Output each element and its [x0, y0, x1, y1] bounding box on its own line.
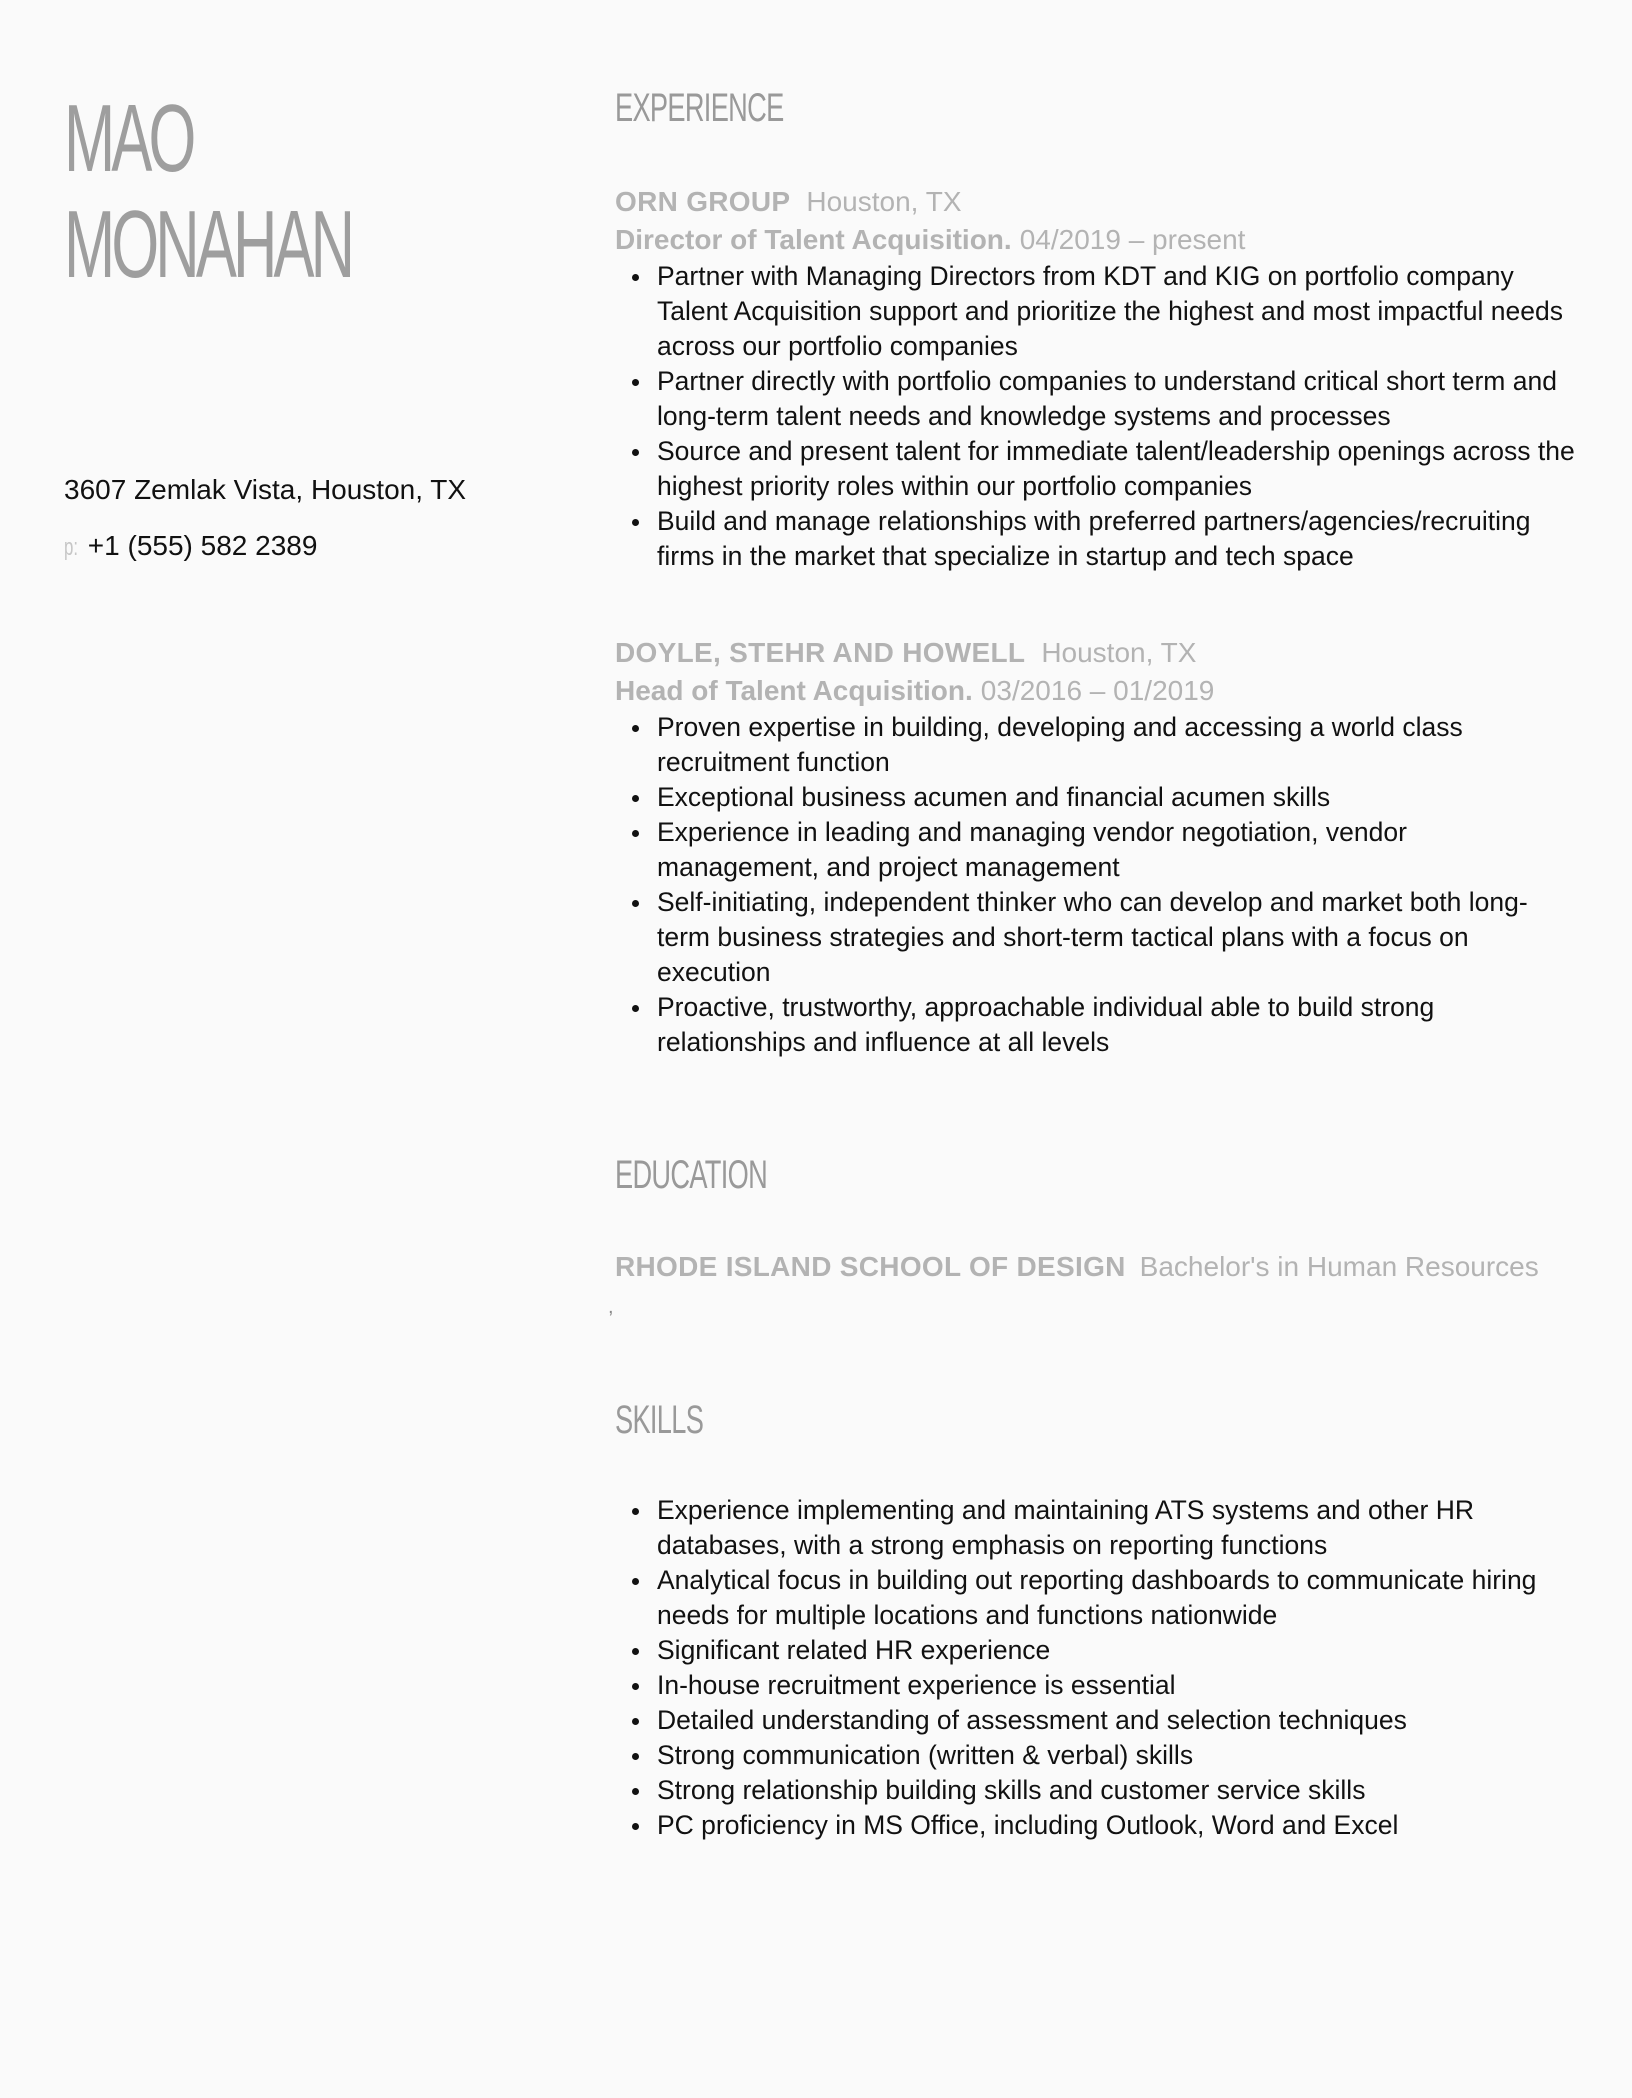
- skill-item: In-house recruitment experience is essential: [657, 1668, 1575, 1703]
- skill-item: Experience implementing and maintaining ATS systems and other HR databases, with a strong emphasis on reporting functions: [657, 1493, 1575, 1563]
- bullet-item: Build and manage relationships with preferred partners/agencies/recruiting firms in the market that specialize in startup and tech space: [657, 504, 1575, 574]
- stray-mark: ,: [608, 1296, 614, 1318]
- job-dates: 04/2019 – present: [1019, 224, 1246, 255]
- bullet-item: Self-initiating, independent thinker who can develop and market both long-term business strategies and short-term tactical plans with a focus on execution: [657, 885, 1575, 990]
- skill-item: Significant related HR experience: [657, 1633, 1575, 1668]
- phone-line: [64, 518, 466, 576]
- job-bullets: [615, 259, 1575, 574]
- job-company-line: [615, 183, 1575, 221]
- bullet-item: Partner directly with portfolio companies to understand critical short term and long-term talent needs and knowledge systems and processes: [657, 364, 1575, 434]
- phone-number: +1 (555) 582 2389: [87, 530, 318, 561]
- job-title-line: [615, 672, 1575, 710]
- skills-list-block: [615, 1493, 1575, 1843]
- degree: Bachelor's in Human Resources: [1139, 1251, 1539, 1282]
- job-title-line: [615, 221, 1575, 259]
- bullet-item: Experience in leading and managing vendor negotiation, vendor management, and project management: [657, 815, 1575, 885]
- skills-list: [615, 1493, 1575, 1843]
- school-name: RHODE ISLAND SCHOOL OF DESIGN: [615, 1251, 1126, 1282]
- job-entry: [615, 634, 1575, 1060]
- contact-info: [64, 462, 466, 576]
- bullet-item: Proactive, trustworthy, approachable individual able to build strong relationships and influence at all levels: [657, 990, 1575, 1060]
- experience-heading: EXPERIENCE: [615, 86, 784, 130]
- job-dates: 03/2016 – 01/2019: [980, 675, 1215, 706]
- skill-item: PC proficiency in MS Office, including Outlook, Word and Excel: [657, 1808, 1575, 1843]
- first-name: MAO: [64, 85, 193, 192]
- job-bullets: [615, 710, 1575, 1060]
- skill-item: Strong communication (written & verbal) skills: [657, 1738, 1575, 1773]
- company-name: DOYLE, STEHR AND HOWELL: [615, 637, 1026, 668]
- company-location: Houston, TX: [806, 186, 962, 217]
- company-location: Houston, TX: [1041, 637, 1197, 668]
- company-name: ORN GROUP: [615, 186, 791, 217]
- bullet-item: Proven expertise in building, developing and accessing a world class recruitment function: [657, 710, 1575, 780]
- job-entry: [615, 183, 1575, 574]
- name-block: [64, 86, 544, 298]
- education-heading: EDUCATION: [615, 1153, 768, 1197]
- bullet-item: Exceptional business acumen and financial acumen skills: [657, 780, 1575, 815]
- job-company-line: [615, 634, 1575, 672]
- education-entry: [615, 1248, 1539, 1286]
- last-name: MONAHAN: [64, 191, 352, 298]
- skill-item: Strong relationship building skills and customer service skills: [657, 1773, 1575, 1808]
- job-title: Head of Talent Acquisition.: [615, 675, 973, 706]
- bullet-item: Partner with Managing Directors from KDT and KIG on portfolio company Talent Acquisition support and prioritize the highest and most impactful needs across our portfolio companies: [657, 259, 1575, 364]
- skill-item: Detailed understanding of assessment and selection techniques: [657, 1703, 1575, 1738]
- skills-heading: SKILLS: [615, 1398, 704, 1442]
- job-title: Director of Talent Acquisition.: [615, 224, 1012, 255]
- phone-label: p:: [64, 534, 79, 561]
- skill-item: Analytical focus in building out reporting dashboards to communicate hiring needs for multiple locations and functions nationwide: [657, 1563, 1575, 1633]
- bullet-item: Source and present talent for immediate talent/leadership openings across the highest priority roles within our portfolio companies: [657, 434, 1575, 504]
- address: 3607 Zemlak Vista, Houston, TX: [64, 474, 467, 505]
